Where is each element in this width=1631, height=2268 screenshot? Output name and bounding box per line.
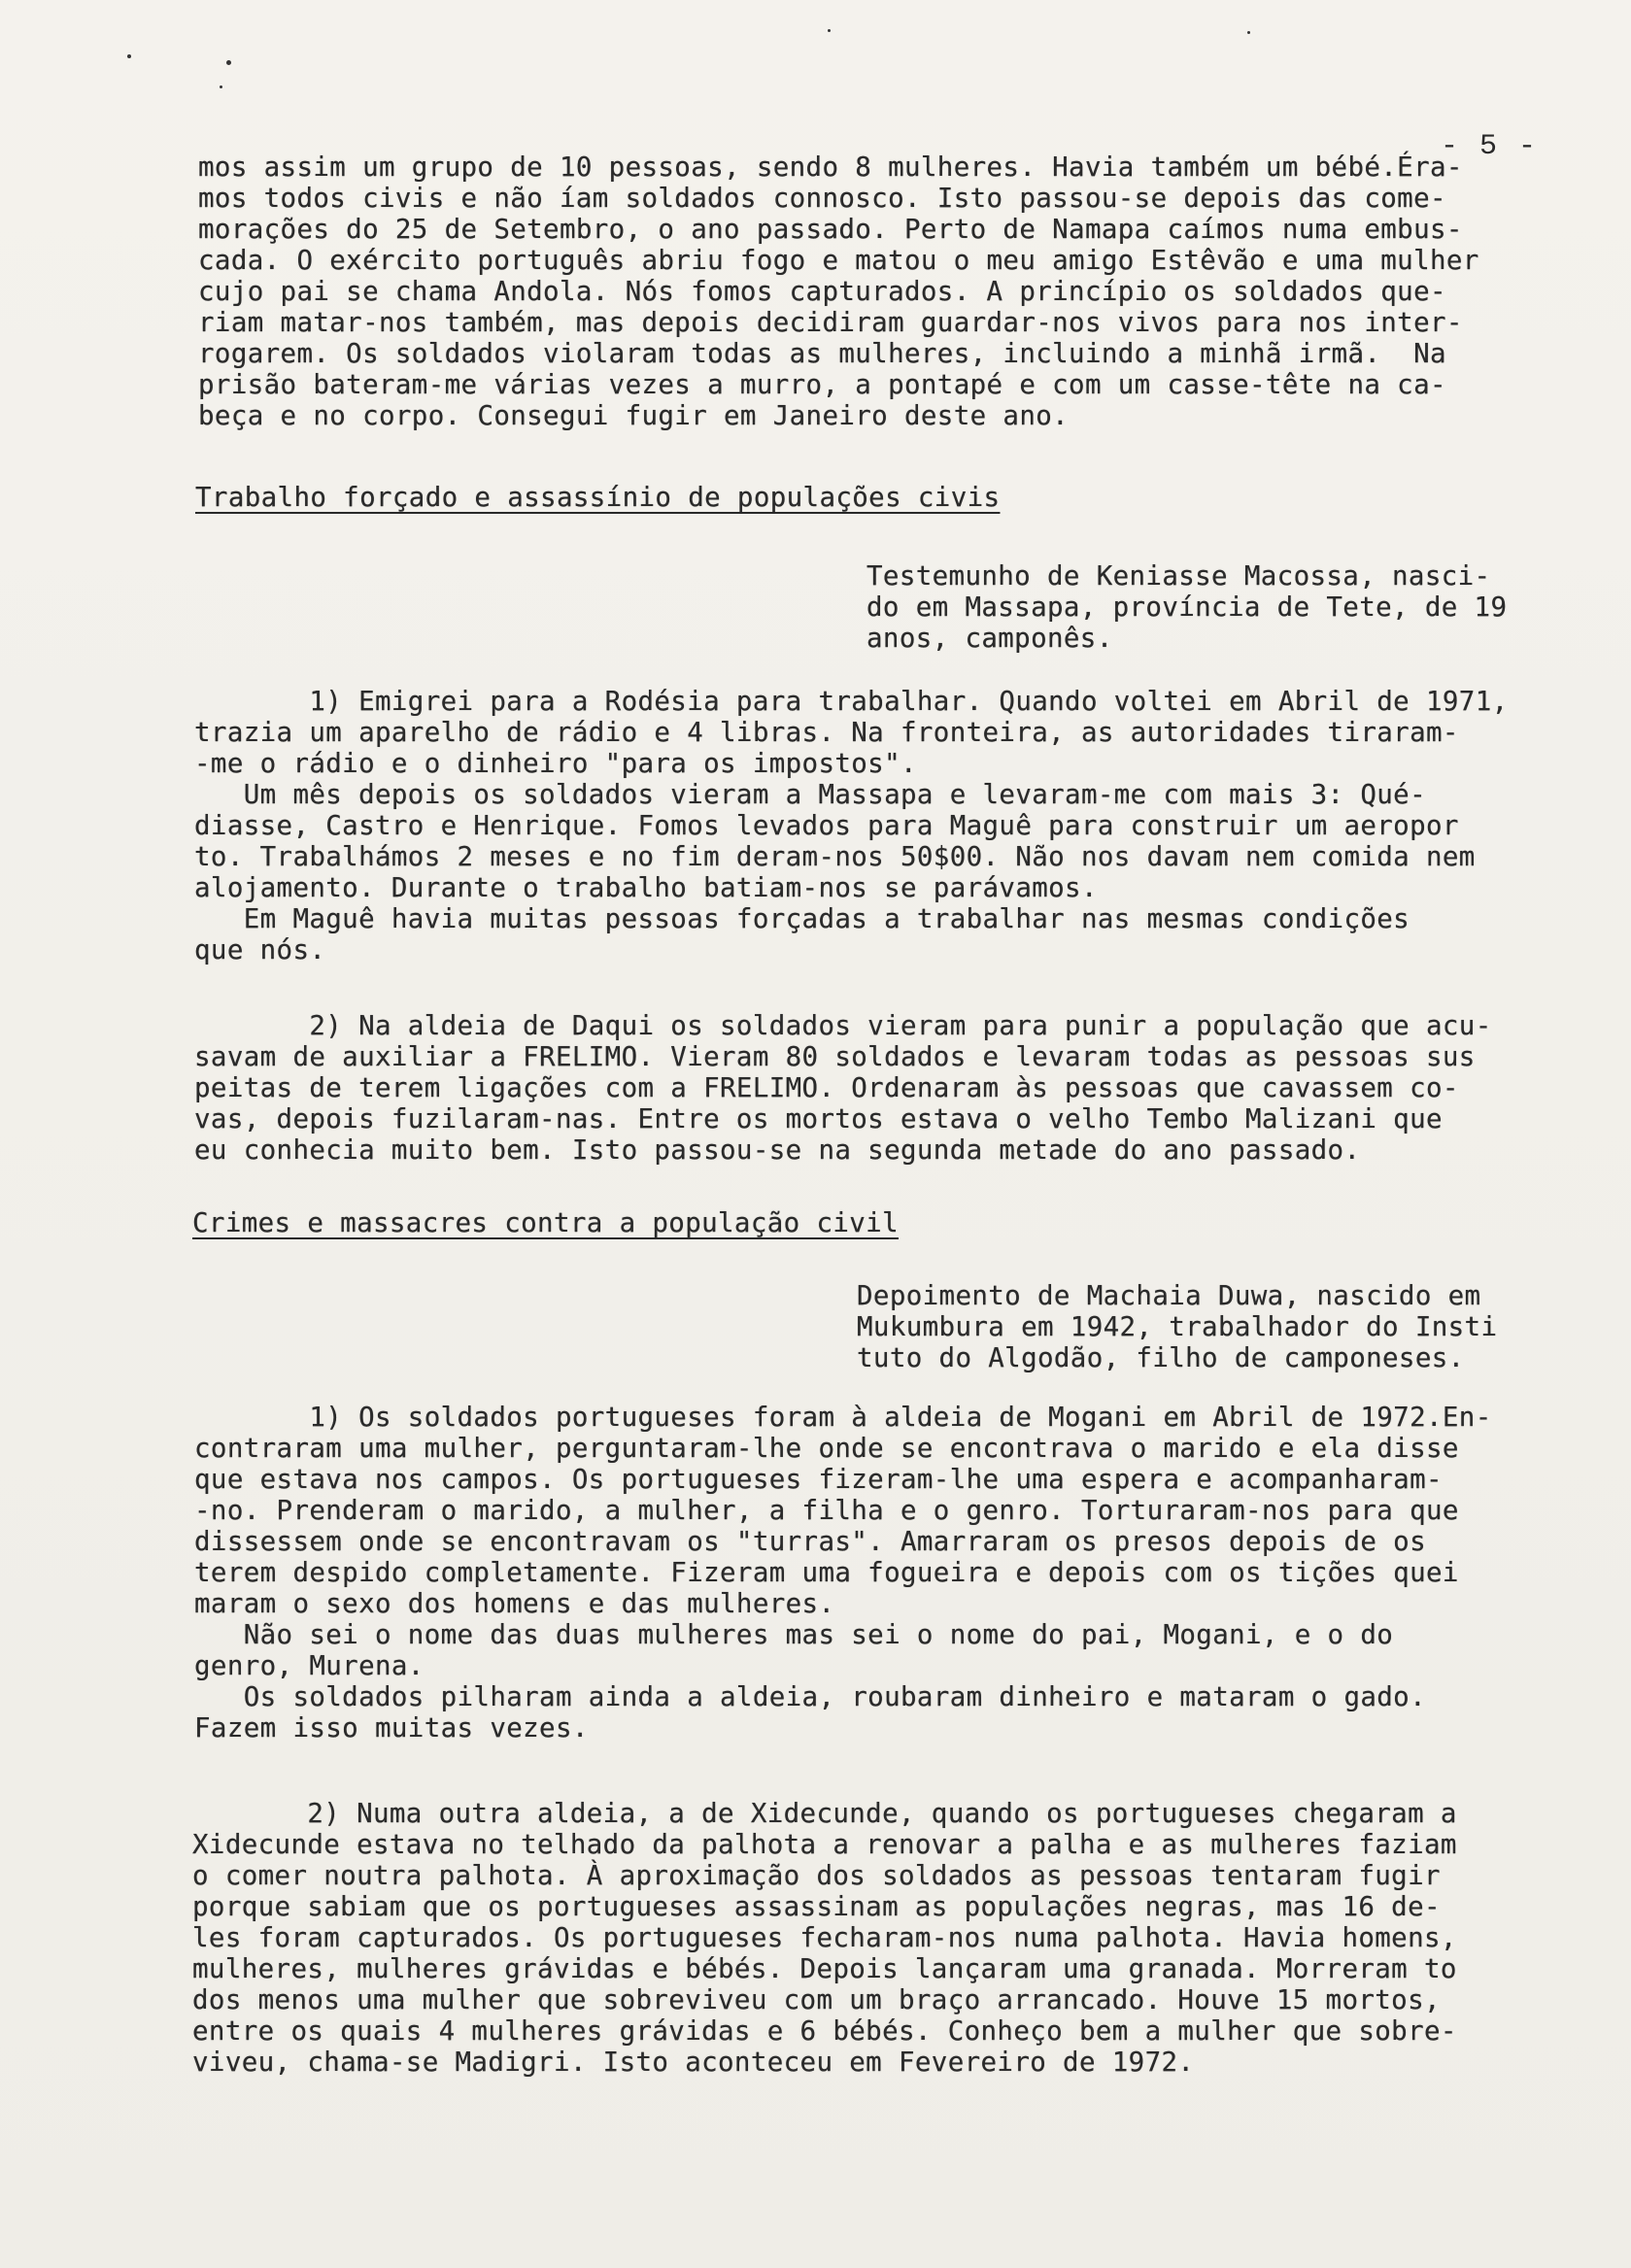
text-line: entre os quais 4 mulheres grávidas e 6 bébés. Conheço bem a mulher que sobre-: [192, 2015, 1457, 2047]
section1-item-2: [194, 1010, 1492, 1166]
text-line: dos menos uma mulher que sobreviveu com um braço arrancado. Houve 15 mortos,: [192, 1984, 1441, 2015]
text-line: porque sabiam que os portugueses assassinam as populações negras, mas 16 de-: [192, 1891, 1441, 1922]
intro-paragraph: [198, 152, 1479, 431]
text-line: viveu, chama-se Madigri. Isto aconteceu em Fevereiro de 1972.: [192, 2047, 1195, 2078]
testimony-keniasse-macossa: [866, 560, 1507, 654]
ink-speck: [1247, 31, 1250, 34]
text-line: cada. O exército português abriu fogo e matou o meu amigo Estêvão e uma mulher: [198, 245, 1479, 276]
text-line: eu conhecia muito bem. Isto passou-se na segunda metade do ano passado.: [194, 1134, 1361, 1166]
text-line: anos, camponês.: [866, 623, 1113, 654]
text-line: cujo pai se chama Andola. Nós fomos capturados. A princípio os soldados que-: [198, 276, 1446, 307]
ink-speck: [828, 29, 831, 32]
text-line: morações do 25 de Setembro, o ano passado. Perto de Namapa caímos numa embus-: [198, 214, 1463, 245]
text-line: Mukumbura em 1942, trabalhador do Insti: [857, 1311, 1498, 1342]
text-line: Testemunho de Keniasse Macossa, nasci-: [866, 560, 1491, 592]
text-line: trazia um aparelho de rádio e 4 libras. Na fronteira, as autoridades tiraram-: [194, 717, 1459, 748]
text-line: peitas de terem ligações com a FRELIMO. Ordenaram às pessoas que cavassem co-: [194, 1072, 1459, 1103]
text-line: Um mês depois os soldados vieram a Massapa e levaram-me com mais 3: Qué-: [194, 779, 1426, 810]
text-line: mos todos civis e não íam soldados connosco. Isto passou-se depois das come-: [198, 183, 1446, 214]
text-line: 1) Emigrei para a Rodésia para trabalhar. Quando voltei em Abril de 1971,: [194, 686, 1509, 717]
text-line: diasse, Castro e Henrique. Fomos levados para Maguê para construir um aeropor: [194, 810, 1459, 841]
text-line: que nós.: [194, 934, 326, 965]
text-line: Fazem isso muitas vezes.: [194, 1712, 589, 1743]
text-line: to. Trabalhámos 2 meses e no fim deram-nos 50$00. Não nos davam nem comida nem: [194, 841, 1476, 872]
text-line: que estava nos campos. Os portugueses fizeram-lhe uma espera e acompanharam-: [194, 1464, 1443, 1495]
text-line: maram o sexo dos homens e das mulheres.: [194, 1588, 835, 1619]
text-line: Não sei o nome das duas mulheres mas sei o nome do pai, Mogani, e o do: [194, 1619, 1394, 1650]
text-line: dissessem onde se encontravam os "turras". Amarraram os presos depois de os: [194, 1526, 1426, 1557]
text-line: Os soldados pilharam ainda a aldeia, roubaram dinheiro e mataram o gado.: [194, 1681, 1426, 1712]
text-line: -me o rádio e o dinheiro "para os impostos".: [194, 748, 917, 779]
ink-speck: [220, 85, 222, 88]
text-line: contraram uma mulher, perguntaram-lhe onde se encontrava o marido e ela disse: [194, 1433, 1459, 1464]
text-line: prisão bateram-me várias vezes a murro, a pontapé e com um casse-tête na ca-: [198, 369, 1446, 400]
text-line: alojamento. Durante o trabalho batiam-nos se parávamos.: [194, 872, 1098, 903]
text-line: o comer noutra palhota. À aproximação dos soldados as pessoas tentaram fugir: [192, 1860, 1441, 1891]
text-line: riam matar-nos também, mas depois decidiram guardar-nos vivos para nos inter-: [198, 307, 1463, 338]
text-line: Em Maguê havia muitas pessoas forçadas a trabalhar nas mesmas condições: [194, 903, 1410, 934]
section-heading-crimes-massacres: Crimes e massacres contra a população civil: [192, 1207, 899, 1238]
section1-item-1: [194, 686, 1509, 965]
testimony-machaia-duwa: [857, 1280, 1497, 1373]
text-line: beça e no corpo. Consegui fugir em Janeiro deste ano.: [198, 400, 1070, 431]
text-line: terem despido completamente. Fizeram uma fogueira e depois com os tições quei: [194, 1557, 1459, 1588]
text-line: mulheres, mulheres grávidas e bébés. Depois lançaram uma granada. Morreram to: [192, 1953, 1457, 1984]
page-number: - 5 -: [1440, 130, 1538, 163]
text-line: -no. Prenderam o marido, a mulher, a filha e o genro. Torturaram-nos para que: [194, 1495, 1459, 1526]
text-line: Xidecunde estava no telhado da palhota a renovar a palha e as mulheres faziam: [192, 1829, 1457, 1860]
text-line: 2) Numa outra aldeia, a de Xidecunde, quando os portugueses chegaram a: [192, 1798, 1457, 1829]
text-line: mos assim um grupo de 10 pessoas, sendo 8 mulheres. Havia também um bébé.Éra-: [198, 152, 1463, 183]
text-line: 1) Os soldados portugueses foram à aldeia de Mogani em Abril de 1972.En-: [194, 1402, 1492, 1433]
text-line: les foram capturados. Os portugueses fecharam-nos numa palhota. Havia homens,: [192, 1922, 1457, 1953]
section2-item-1: [194, 1402, 1492, 1743]
text-line: savam de auxiliar a FRELIMO. Vieram 80 soldados e levaram todas as pessoas sus: [194, 1041, 1476, 1072]
ink-speck: [226, 60, 231, 65]
text-line: vas, depois fuzilaram-nas. Entre os mortos estava o velho Tembo Malizani que: [194, 1103, 1443, 1134]
text-line: do em Massapa, província de Tete, de 19: [866, 592, 1508, 623]
text-line: genro, Murena.: [194, 1650, 425, 1681]
text-line: 2) Na aldeia de Daqui os soldados vieram para punir a população que acu-: [194, 1010, 1492, 1041]
section2-item-2: [192, 1798, 1457, 2078]
text-line: Depoimento de Machaia Duwa, nascido em: [857, 1280, 1481, 1311]
section-heading-forced-labour: Trabalho forçado e assassínio de populações civis: [195, 482, 1001, 513]
ink-speck: [127, 54, 131, 58]
text-line: tuto do Algodão, filho de camponeses.: [857, 1342, 1465, 1373]
text-line: rogarem. Os soldados violaram todas as mulheres, incluindo a minhã irmã. Na: [198, 338, 1446, 369]
